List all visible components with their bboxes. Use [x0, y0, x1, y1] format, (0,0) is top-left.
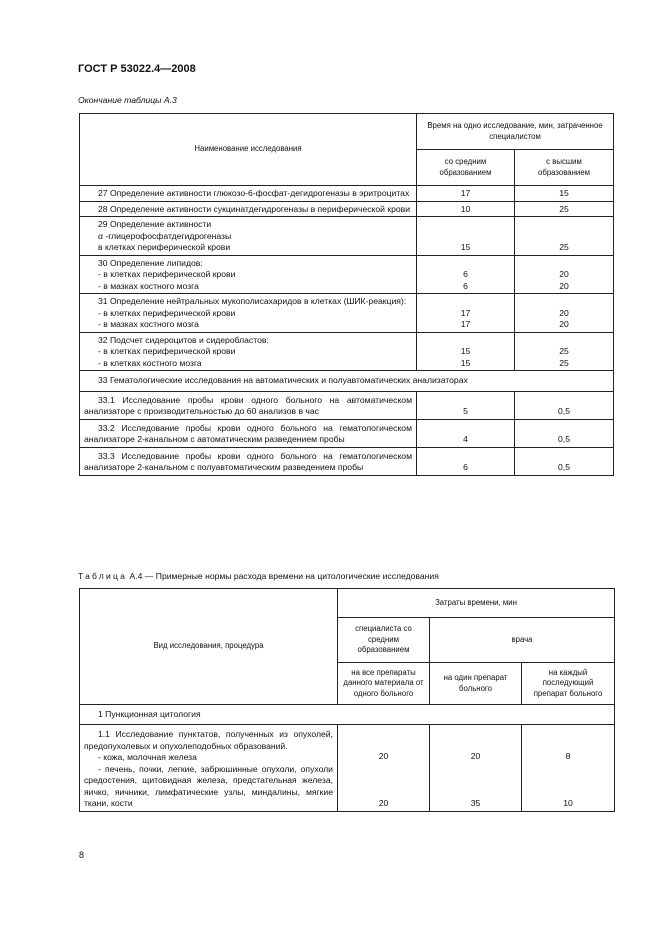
cell-value: 0,5 [558, 462, 570, 472]
cell-value: 25 [559, 346, 569, 356]
table-a4 [79, 588, 615, 812]
table-a4-caption-text: А.4 — Примерные нормы расхода времени на цитологические исследования [127, 571, 439, 581]
row-line: - в клетках периферической крови [98, 346, 236, 356]
value-higher [515, 332, 614, 371]
cell-value: 0,5 [558, 406, 570, 416]
row-line: 29 Определение активности [98, 219, 212, 229]
table-a4-sub-one: на один препарат больного [430, 663, 522, 705]
row-text [80, 255, 417, 294]
value-higher [515, 391, 614, 419]
table-a4-sub-all: на все препараты данного материала от одного больного [338, 663, 430, 705]
value-secondary [417, 201, 515, 217]
table-a4-section-1: 1 Пункционная цитология [80, 705, 615, 725]
cell-value: 17 [460, 307, 471, 318]
row-text: 33.3 Исследование пробы крови одного больного на гематологическом анализаторе 2-канальном с полуавтоматическим разведением пробы [80, 447, 417, 475]
table-row [80, 447, 614, 475]
document-code: ГОСТ Р 53022.4—2008 [78, 63, 196, 75]
cell-value: 0,5 [558, 434, 570, 444]
cell-value: 20 [559, 307, 569, 318]
value-secondary [417, 255, 515, 294]
row-1-1-item-1: - кожа, молочная железа [98, 752, 197, 762]
value-higher [515, 255, 614, 294]
row-line: 28 Определение активности сукцинатдегидрогеназы в периферической крови [98, 203, 411, 214]
table-a3-name-header: Наименование исследования [80, 114, 417, 186]
value-a1: 20 [378, 750, 389, 761]
cell-value: 15 [460, 346, 471, 356]
table-a3-caption: Окончание таблицы А.3 [78, 95, 177, 105]
table-row [80, 419, 614, 447]
table-a4-caption [78, 571, 439, 583]
value-higher [515, 201, 614, 217]
value-secondary [417, 447, 515, 475]
table-row [80, 725, 615, 812]
page-number: 8 [79, 850, 85, 860]
cell-value: 20 [559, 280, 569, 291]
row-line: 27 Определение активности глюкозо-6-фосфат-дегидрогеназы в эритроцитах [98, 188, 410, 198]
table-row [80, 201, 614, 217]
value-a3: 8 [565, 750, 571, 761]
table-row [80, 371, 614, 392]
value-secondary [417, 217, 515, 256]
row-text: 33.1 Исследование пробы крови одного больного на автоматическом анализаторе с производительностью до 60 анализов в час [80, 391, 417, 419]
cell-value: 20 [559, 269, 569, 279]
table-row [80, 391, 614, 419]
table-a3-col-higher: с высшим образованием [515, 150, 614, 186]
row-line: в клетках периферической крови [98, 242, 231, 252]
cell-value: 25 [559, 242, 569, 252]
row-line: α -глицерофосфатдегидрогеназы [98, 230, 232, 241]
row-text [80, 332, 417, 371]
row-text [80, 294, 417, 333]
row-line: - в мазках костного мозга [98, 280, 199, 291]
value-secondary [417, 294, 515, 333]
table-a4-kind-header: Вид исследования, процедура [80, 589, 338, 705]
cell-value: 15 [460, 242, 471, 252]
value-b2: 35 [470, 798, 481, 808]
row-1-1-one-slide [430, 725, 522, 812]
row-text: 33.2 Исследование пробы крови одного больного на гематологическом анализаторе 2-канальном с автоматическим разведением пробы [80, 419, 417, 447]
row-1-1-specialist [338, 725, 430, 812]
table-row [80, 294, 614, 333]
value-higher [515, 186, 614, 202]
row-line: - в клетках периферической крови [98, 269, 236, 279]
cell-value: 17 [460, 319, 471, 329]
row-line: - в мазках костного мозга [98, 319, 199, 329]
value-a2: 20 [470, 750, 481, 761]
table-a4-specialist-header: специалиста со средним образованием [338, 618, 430, 663]
value-b1: 20 [378, 798, 389, 808]
table-a4-sub-next: на каждый последующий препарат больного [522, 663, 615, 705]
table-row [80, 332, 614, 371]
value-secondary [417, 419, 515, 447]
table-row [80, 186, 614, 202]
row-1-1-next-slide [522, 725, 615, 812]
cell-value: 6 [463, 462, 468, 472]
row-1-1-item-2: - печень, почки, легкие, забрюшинные опухоли, опухоли средостения, щитовидная железа, предстательная железа, яичко, яичники, лимфатические узлы, миндалины, мягкие ткани, кости [84, 763, 333, 808]
table-a3-col-secondary: со средним образованием [417, 150, 515, 186]
cell-value: 5 [463, 406, 468, 416]
row-line: - в клетках периферической крови [98, 307, 236, 318]
row-text [80, 186, 417, 202]
value-higher [515, 217, 614, 256]
table-row [80, 217, 614, 256]
value-higher [515, 419, 614, 447]
cell-value: 25 [559, 203, 569, 214]
table-row [80, 255, 614, 294]
cell-value: 6 [463, 269, 468, 279]
table-a4-caption-prefix: Таблица [78, 571, 128, 581]
row-line: 31 Определение нейтральных мукополисахаридов в клетках (ШИК-реакция): [98, 296, 407, 306]
cell-value: 20 [559, 319, 569, 329]
row-line: 30 Определение липидов: [98, 257, 203, 268]
table-a3-body [80, 186, 614, 476]
value-secondary [417, 186, 515, 202]
row-line: 32 Подсчет сидероцитов и сидеробластов: [98, 334, 269, 345]
row-text [80, 201, 417, 217]
value-secondary [417, 391, 515, 419]
row-line: - в клетках костного мозга [98, 357, 202, 368]
cell-value: 25 [559, 357, 569, 368]
value-higher [515, 294, 614, 333]
cell-value: 10 [460, 203, 471, 214]
value-higher [515, 447, 614, 475]
value-b3: 10 [563, 798, 573, 808]
cell-value: 4 [463, 434, 468, 444]
table-a4-costs-header: Затраты времени, мин [338, 589, 615, 618]
table-a3-time-header: Время на одно исследование, мин, затраченное специалистом [417, 114, 614, 150]
value-secondary [417, 332, 515, 371]
table-a4-doctor-header: врача [430, 618, 615, 663]
cell-value: 15 [460, 357, 471, 368]
cell-value: 17 [460, 188, 471, 198]
table-a3 [79, 113, 614, 476]
row-1-1-text [80, 725, 338, 812]
section-33-heading: 33 Гематологические исследования на автоматических и полуавтоматических анализаторах [80, 371, 614, 392]
row-text [80, 217, 417, 256]
row-1-1-intro: 1.1 Исследование пунктатов, полученных из опухолей, предопухолевых и опухолеподобных образований. [84, 729, 333, 751]
cell-value: 6 [463, 280, 468, 291]
cell-value: 15 [559, 188, 569, 198]
